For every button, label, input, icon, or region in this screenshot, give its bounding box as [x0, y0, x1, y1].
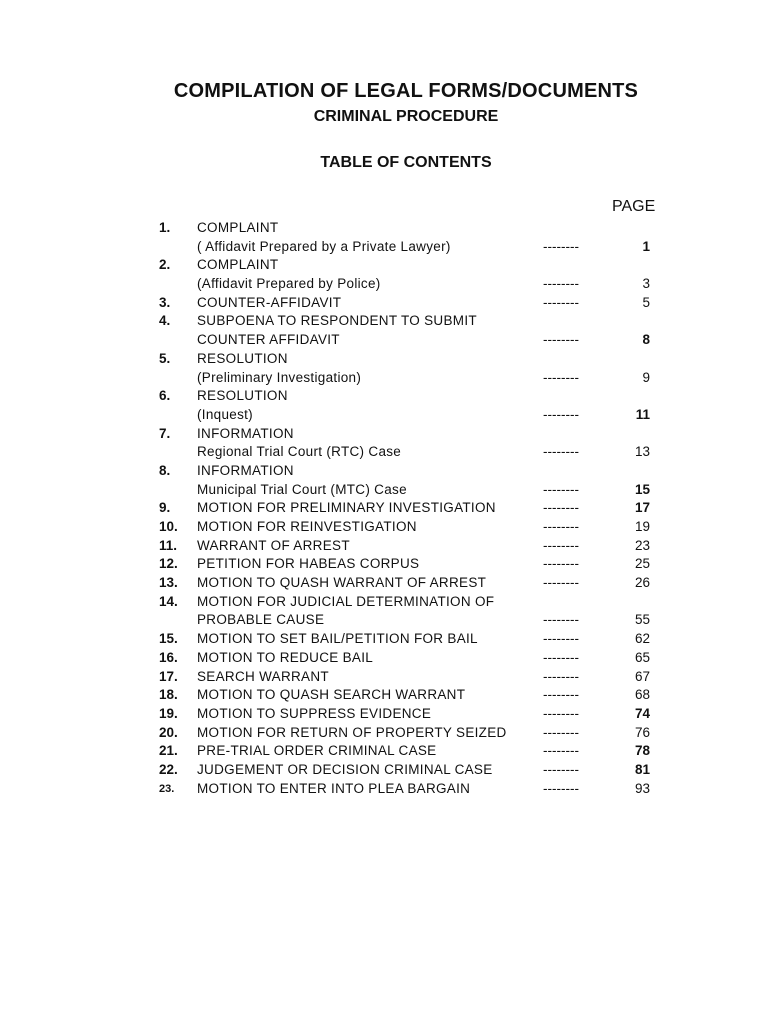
- entry-number: 1.: [159, 220, 171, 235]
- toc-entry: [0, 387, 768, 424]
- entry-title: PETITION FOR HABEAS CORPUS: [197, 556, 420, 572]
- entry-page-number: 74: [634, 705, 650, 721]
- leader-dashes: --------: [543, 537, 579, 553]
- leader-dashes: --------: [543, 481, 579, 497]
- entry-number: 13.: [159, 575, 178, 591]
- entry-number: 23.: [159, 782, 175, 795]
- entry-title: COMPLAINT: [197, 257, 279, 273]
- entry-title: INFORMATION: [197, 425, 294, 441]
- toc-entry: [0, 312, 768, 349]
- entry-page-number: 68: [634, 687, 650, 703]
- leader-dashes: --------: [543, 668, 579, 684]
- leader-dashes: --------: [543, 575, 579, 591]
- entry-page-number: 65: [634, 649, 650, 665]
- entry-number: 10.: [159, 519, 178, 534]
- toc-line: [0, 425, 768, 444]
- entry-number: 22.: [159, 761, 178, 777]
- toc-heading: TABLE OF CONTENTS: [320, 154, 492, 171]
- leader-dashes: --------: [543, 369, 579, 385]
- toc-line: [0, 387, 768, 406]
- entry-title: MOTION TO QUASH SEARCH WARRANT: [197, 687, 466, 703]
- entry-page-number: 81: [634, 761, 650, 777]
- entry-page-number: 19: [634, 519, 650, 534]
- entry-page-number: 55: [634, 612, 650, 628]
- entry-page-number: 13: [634, 444, 650, 460]
- toc-entry: [0, 537, 768, 556]
- entry-number: 14.: [159, 593, 178, 609]
- document-subtitle: CRIMINAL PROCEDURE: [313, 108, 499, 125]
- toc-line: [0, 761, 768, 780]
- toc-entry: [0, 593, 768, 630]
- toc-entry: [0, 742, 768, 761]
- entry-number: 18.: [159, 687, 178, 703]
- entry-title: WARRANT OF ARREST: [197, 537, 350, 553]
- toc-entry: [0, 555, 768, 574]
- leader-dashes: --------: [543, 743, 579, 759]
- toc-line: [0, 462, 768, 481]
- toc-line: [0, 443, 768, 462]
- entry-page-number: 17: [634, 500, 650, 516]
- toc-line: [0, 593, 768, 612]
- entry-number: 7.: [159, 425, 171, 441]
- toc-line: [0, 219, 768, 238]
- leader-dashes: --------: [543, 444, 579, 460]
- entry-number: 5.: [159, 350, 171, 366]
- toc-entry: [0, 462, 768, 499]
- toc-entry: [0, 668, 768, 687]
- entry-title: (Preliminary Investigation): [197, 369, 362, 385]
- toc-line: [0, 574, 768, 593]
- entry-title: MOTION TO QUASH WARRANT OF ARREST: [197, 575, 487, 591]
- entry-number: 4.: [159, 313, 171, 329]
- toc-line: [0, 780, 768, 799]
- toc-entry: [0, 780, 768, 799]
- entry-number: 15.: [159, 631, 178, 647]
- entry-title: MOTION TO ENTER INTO PLEA BARGAIN: [197, 780, 471, 796]
- entry-title: MOTION TO SET BAIL/PETITION FOR BAIL: [197, 631, 478, 647]
- leader-dashes: --------: [543, 238, 579, 254]
- entry-title: PRE-TRIAL ORDER CRIMINAL CASE: [197, 743, 437, 759]
- leader-dashes: --------: [543, 761, 579, 777]
- toc-line: [0, 275, 768, 294]
- entry-number: 8.: [159, 462, 171, 478]
- leader-dashes: --------: [543, 687, 579, 703]
- entry-page-number: 1: [642, 238, 650, 254]
- toc-line: [0, 256, 768, 275]
- toc-entry: [0, 649, 768, 668]
- entry-title: RESOLUTION: [197, 350, 288, 366]
- entry-title: MOTION TO REDUCE BAIL: [197, 649, 374, 665]
- toc-entry: [0, 724, 768, 743]
- entry-page-number: 8: [642, 332, 650, 348]
- entry-number: 6.: [159, 388, 171, 404]
- entry-title: MOTION FOR JUDICIAL DETERMINATION OF: [197, 593, 495, 609]
- leader-dashes: --------: [543, 276, 579, 292]
- leader-dashes: --------: [543, 519, 579, 534]
- toc-line: [0, 742, 768, 761]
- entry-page-number: 3: [642, 276, 650, 292]
- entry-number: 21.: [159, 743, 178, 759]
- entry-page-number: 93: [634, 780, 650, 796]
- toc-line: [0, 649, 768, 668]
- leader-dashes: --------: [543, 780, 579, 796]
- toc-line: [0, 238, 768, 257]
- entry-title: MOTION TO SUPPRESS EVIDENCE: [197, 705, 432, 721]
- toc-line: [0, 537, 768, 556]
- entry-page-number: 9: [642, 369, 650, 385]
- toc-entry: [0, 499, 768, 518]
- entry-title: (Affidavit Prepared by Police): [197, 276, 381, 292]
- entry-title: MOTION FOR RETURN OF PROPERTY SEIZED: [197, 724, 507, 740]
- entry-page-number: 76: [634, 724, 650, 740]
- entry-title: COMPLAINT: [197, 220, 279, 235]
- table-of-contents: [0, 219, 768, 798]
- toc-entry: [0, 294, 768, 313]
- toc-entry: [0, 630, 768, 649]
- leader-dashes: --------: [543, 705, 579, 721]
- entry-title: ( Affidavit Prepared by a Private Lawyer): [197, 238, 451, 254]
- leader-dashes: --------: [543, 406, 579, 422]
- entry-number: 3.: [159, 294, 171, 310]
- toc-line: [0, 724, 768, 743]
- toc-line: [0, 630, 768, 649]
- toc-entry: [0, 518, 768, 537]
- toc-line: [0, 294, 768, 313]
- entry-page-number: 23: [634, 537, 650, 553]
- entry-title: MOTION FOR PRELIMINARY INVESTIGATION: [197, 500, 496, 516]
- entry-title: JUDGEMENT OR DECISION CRIMINAL CASE: [197, 761, 493, 777]
- toc-line: [0, 705, 768, 724]
- page-column-heading: PAGE: [612, 198, 656, 215]
- entry-title: INFORMATION: [197, 462, 294, 478]
- toc-entry: [0, 256, 768, 293]
- entry-number: 9.: [159, 500, 171, 516]
- toc-entry: [0, 425, 768, 462]
- toc-entry: [0, 686, 768, 705]
- toc-entry: [0, 350, 768, 387]
- entry-number: 20.: [159, 724, 178, 740]
- entry-title: Regional Trial Court (RTC) Case: [197, 444, 402, 460]
- entry-title: PROBABLE CAUSE: [197, 612, 325, 628]
- entry-page-number: 78: [634, 743, 650, 759]
- leader-dashes: --------: [543, 556, 579, 572]
- entry-page-number: 5: [642, 294, 650, 310]
- entry-title: RESOLUTION: [197, 388, 288, 404]
- toc-line: [0, 350, 768, 369]
- entry-page-number: 62: [634, 631, 650, 647]
- entry-number: 16.: [159, 649, 178, 665]
- toc-entry: [0, 219, 768, 256]
- toc-line: [0, 481, 768, 500]
- entry-number: 12.: [159, 556, 178, 572]
- entry-title: SEARCH WARRANT: [197, 668, 329, 684]
- toc-line: [0, 406, 768, 425]
- toc-line: [0, 668, 768, 687]
- entry-page-number: 25: [634, 556, 650, 572]
- toc-entry: [0, 761, 768, 780]
- entry-number: 19.: [159, 705, 178, 721]
- toc-line: [0, 499, 768, 518]
- toc-line: [0, 369, 768, 388]
- entry-page-number: 67: [634, 668, 650, 684]
- entry-title: (Inquest): [197, 406, 253, 422]
- leader-dashes: --------: [543, 500, 579, 516]
- leader-dashes: --------: [543, 649, 579, 665]
- leader-dashes: --------: [543, 612, 579, 628]
- toc-entry: [0, 705, 768, 724]
- entry-title: SUBPOENA TO RESPONDENT TO SUBMIT: [197, 313, 477, 329]
- toc-line: [0, 611, 768, 630]
- toc-line: [0, 312, 768, 331]
- entry-number: 11.: [159, 537, 178, 553]
- entry-number: 2.: [159, 257, 171, 273]
- leader-dashes: --------: [543, 294, 579, 310]
- entry-title: Municipal Trial Court (MTC) Case: [197, 481, 407, 497]
- entry-title: COUNTER-AFFIDAVIT: [197, 294, 342, 310]
- leader-dashes: --------: [543, 724, 579, 740]
- document-title: COMPILATION OF LEGAL FORMS/DOCUMENTS: [173, 80, 639, 102]
- entry-title: MOTION FOR REINVESTIGATION: [197, 519, 417, 534]
- entry-page-number: 26: [634, 575, 650, 591]
- leader-dashes: --------: [543, 332, 579, 348]
- entry-title: COUNTER AFFIDAVIT: [197, 332, 340, 348]
- toc-line: [0, 555, 768, 574]
- entry-number: 17.: [159, 668, 178, 684]
- leader-dashes: --------: [543, 631, 579, 647]
- toc-line: [0, 331, 768, 350]
- toc-line: [0, 686, 768, 705]
- toc-line: [0, 518, 768, 537]
- entry-page-number: 15: [634, 481, 650, 497]
- toc-entry: [0, 574, 768, 593]
- entry-page-number: 11: [635, 406, 650, 422]
